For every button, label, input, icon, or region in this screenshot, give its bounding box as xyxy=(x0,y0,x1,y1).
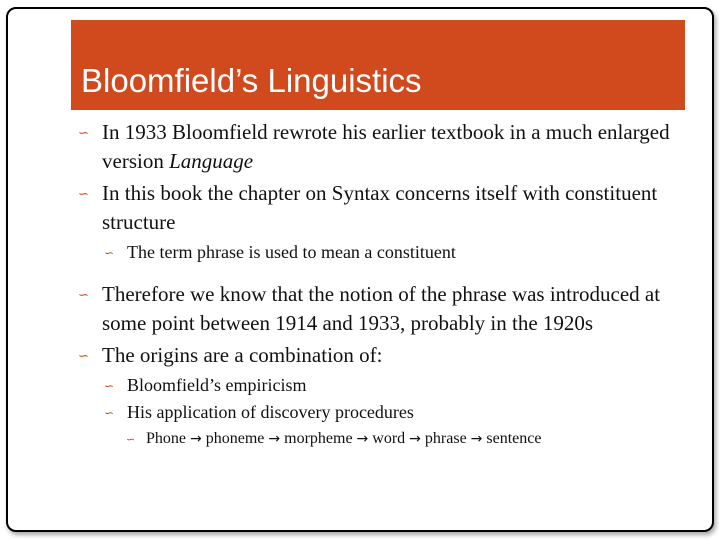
sub-bullet-phrase xyxy=(76,240,686,265)
bullet-text: In this book the chapter on Syntax concerns itself with constituent structure xyxy=(102,180,658,234)
chain-item: phrase xyxy=(424,430,467,448)
wave-icon: ∽ xyxy=(78,186,89,202)
chain-item: phoneme xyxy=(205,430,265,448)
sub-bullet-discovery xyxy=(76,400,686,425)
wave-icon: ∽ xyxy=(78,348,89,364)
slide-title: Bloomfield’s Linguistics xyxy=(81,62,422,99)
wave-icon: ∽ xyxy=(126,433,136,447)
right-arrow-icon: → xyxy=(409,431,421,448)
wave-icon: ∽ xyxy=(78,126,89,141)
chain-item: morpheme xyxy=(284,430,353,448)
right-arrow-icon: → xyxy=(190,431,202,448)
bullet-point-1 xyxy=(76,118,686,176)
chain-item: word xyxy=(372,430,406,448)
right-arrow-icon: → xyxy=(268,431,281,448)
chain-item: sentence xyxy=(486,430,542,448)
chain-item: Phone xyxy=(146,430,186,448)
sub-bullet-empiricism xyxy=(76,373,686,398)
title-bar xyxy=(71,20,685,110)
slide-content xyxy=(76,118,686,450)
bullet-point-2 xyxy=(76,179,686,237)
bullet-point-4 xyxy=(76,341,686,370)
bullet-text: In 1933 Bloomfield rewrote his earlier textbook in a much enlarged version xyxy=(102,120,670,173)
bullet-text: Bloomfield’s empiricism xyxy=(127,374,307,395)
book-title: Language xyxy=(169,148,254,173)
right-arrow-icon: → xyxy=(470,431,483,448)
wave-icon: ∽ xyxy=(104,406,115,421)
bullet-text: The term phrase is used to mean a constituent xyxy=(127,241,456,262)
bullet-text: The origins are a combination of: xyxy=(102,342,383,367)
bullet-text: Therefore we know that the notion of the phrase was introduced at some point between 1914 and 1933, probably in the 1920s xyxy=(102,281,661,335)
bullet-text: His application of discovery procedures xyxy=(127,402,414,423)
wave-icon: ∽ xyxy=(78,287,89,303)
sub-sub-bullet-chain xyxy=(76,428,686,450)
wave-icon: ∽ xyxy=(104,245,115,260)
bullet-point-3 xyxy=(76,280,686,338)
wave-icon: ∽ xyxy=(104,378,115,393)
right-arrow-icon: → xyxy=(356,431,369,448)
